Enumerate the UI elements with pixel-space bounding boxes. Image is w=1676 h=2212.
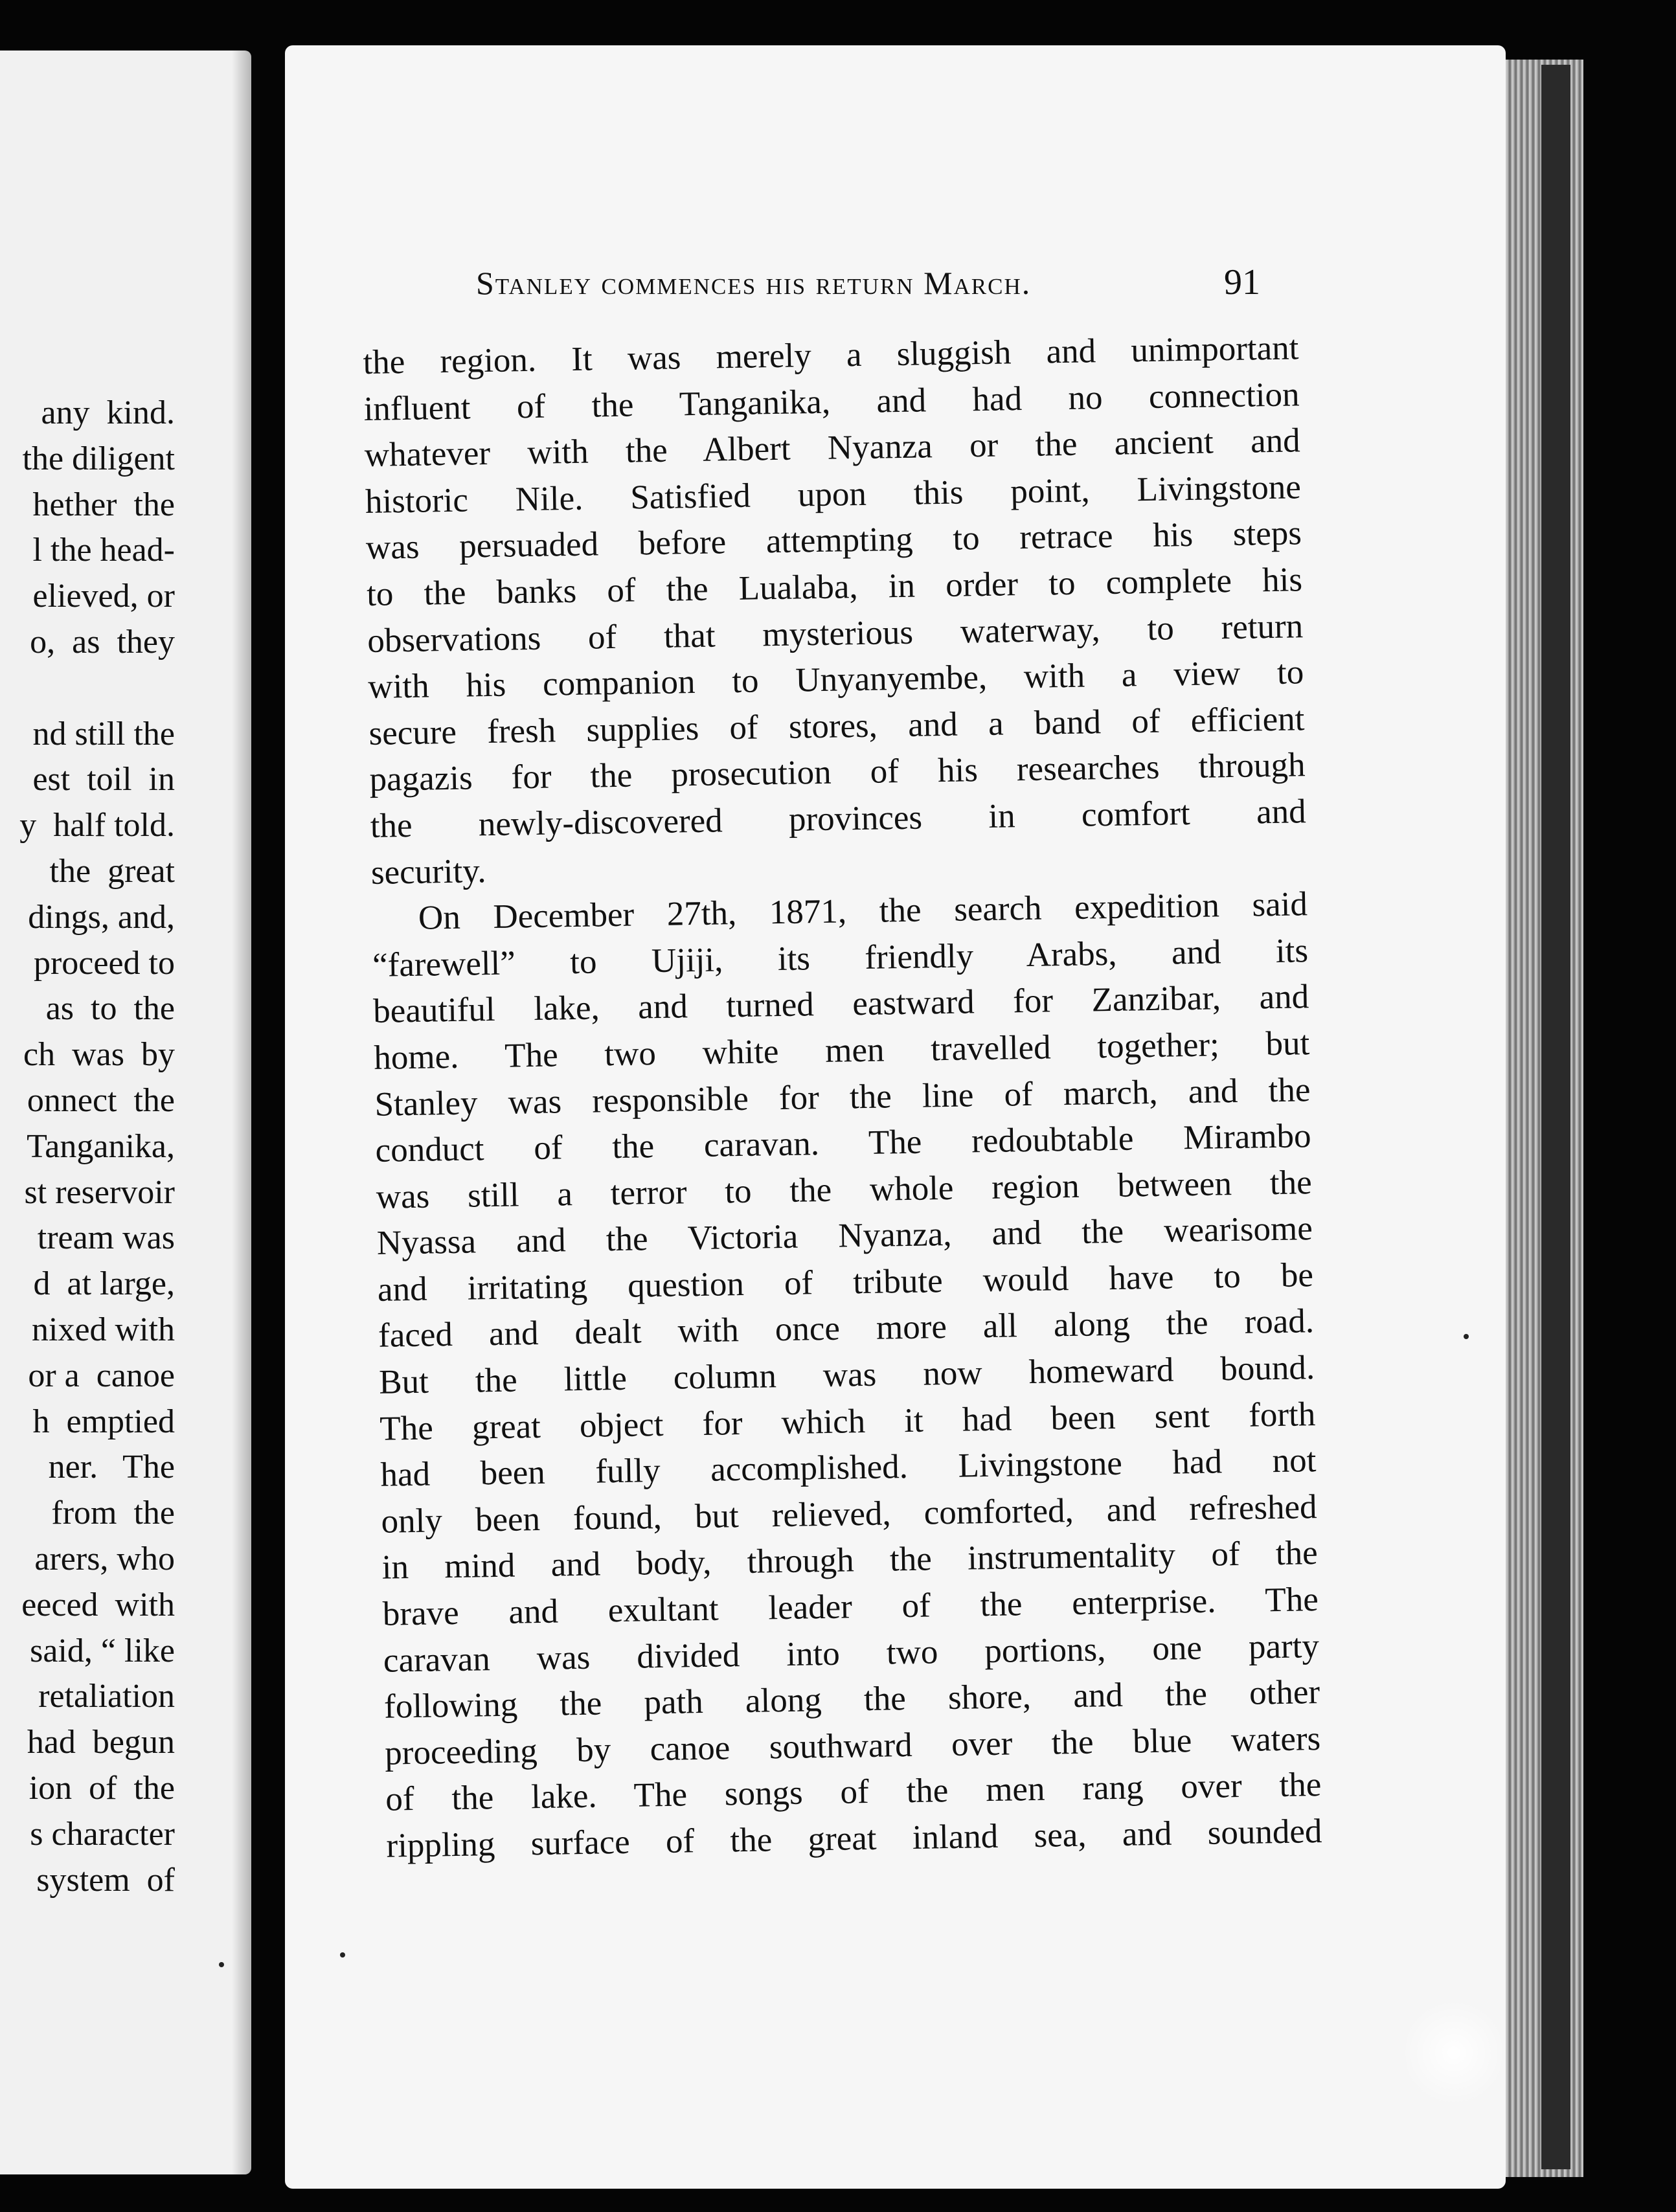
left-text-line: ner. The (48, 1449, 175, 1486)
text-line: and irritating question of tribute would have to be (377, 1256, 1314, 1309)
left-text-line: from the (43, 1495, 175, 1532)
text-line: to the banks of the Lualaba, in order to complete his (366, 561, 1303, 613)
left-text-line: st reservoir (24, 1173, 175, 1211)
text-line: was still a terror to the whole region between the (376, 1163, 1313, 1216)
text-line: observations of that mysterious waterway, to return (367, 607, 1304, 660)
text-line: home. The two white men travelled together; but (373, 1024, 1310, 1077)
dust-speck (219, 1962, 224, 1967)
left-page (0, 51, 251, 2174)
text-line: Stanley was responsible for the line of march, and the (374, 1070, 1311, 1123)
dust-speck (1464, 1334, 1469, 1339)
page-number: 91 (1224, 262, 1260, 302)
left-text-line: s character (30, 1815, 175, 1853)
left-text-line: o, as they (30, 623, 175, 660)
text-line: beautiful lake, and turned eastward for Zanzibar, and (372, 978, 1309, 1031)
left-text-line: had begun (27, 1724, 175, 1761)
text-line: pagazis for the prosecution of his researches through (369, 746, 1306, 799)
left-text-line: y half told. (19, 807, 175, 844)
left-page-text (19, 390, 175, 1903)
left-text-line: ion of the (28, 1769, 175, 1807)
left-text-line: Tanganika, (27, 1127, 175, 1165)
left-text-line: ch was by (23, 1036, 175, 1074)
text-line: historic Nile. Satisfied upon this point, Livingstone (365, 468, 1302, 521)
text-line: “farewell” to Ujiji, its friendly Arabs, and its (372, 931, 1309, 984)
left-text-line: nd still the (32, 715, 175, 752)
gutter-shadow (232, 51, 251, 2174)
text-line: Nyassa and the Victoria Nyanza, and the wearisome (376, 1210, 1313, 1263)
text-line: security. (370, 852, 486, 892)
left-text-line: nixed with (32, 1311, 175, 1348)
text-line: secure fresh supplies of stores, and a band of efficient (368, 699, 1305, 752)
left-text-line: or a canoe (28, 1357, 175, 1394)
text-line: influent of the Tanganika, and had no connection (363, 375, 1300, 428)
left-text-line: system of (28, 1861, 175, 1899)
left-text-line: tream was (37, 1219, 175, 1257)
left-text-line: hether the (32, 486, 175, 523)
text-line: But the little column was now homeward bound. (378, 1349, 1315, 1401)
text-line: had been fully accomplished. Livingstone had not (380, 1441, 1317, 1495)
text-line: The great object for which it had been sent forth (379, 1395, 1316, 1448)
left-text-line: arers, who (34, 1540, 175, 1577)
left-text-line: onnect the (27, 1081, 175, 1119)
text-line: brave and exultant leader of the enterprise. The (382, 1581, 1319, 1633)
text-line: On December 27th, 1871, the search expedition said (418, 885, 1308, 937)
left-text-line: eeced with (21, 1586, 175, 1623)
text-line: of the lake. The songs of the men rang over the (385, 1766, 1322, 1819)
text-line: faced and dealt with once more all along the road. (378, 1302, 1315, 1355)
light-glare (1405, 1994, 1502, 2111)
left-text-line: any kind. (41, 394, 175, 431)
left-text-line: the great (41, 852, 175, 890)
left-text-line: retaliation (38, 1678, 175, 1715)
left-text-line: l the head- (32, 532, 175, 569)
text-line: only been found, but relieved, comforted, and refreshed (381, 1487, 1317, 1541)
text-line: with his companion to Unyanyembe, with a view to (367, 653, 1304, 706)
text-line: whatever with the Albert Nyanza or the ancient and (364, 422, 1301, 475)
text-line: was persuaded before attempting to retrace his steps (365, 514, 1302, 567)
text-line: in mind and body, through the instrumentality of the (381, 1534, 1319, 1587)
text-line: caravan was divided into two portions, one party (383, 1627, 1320, 1680)
text-line: the region. It was merely a sluggish and unimportant (363, 329, 1299, 381)
text-line: following the path along the shore, and the other (383, 1673, 1320, 1726)
left-text-line: est toil in (32, 761, 175, 798)
left-text-line: elieved, or (32, 578, 175, 615)
blank-line (19, 666, 175, 712)
text-line: conduct of the caravan. The redoubtable Mirambo (375, 1117, 1311, 1169)
left-text-line: d at large, (33, 1265, 175, 1303)
left-text-line: h emptied (32, 1403, 175, 1440)
book-cover-edge (1541, 65, 1570, 2169)
left-text-line: said, “ like (30, 1632, 175, 1669)
left-text-line: dings, and, (28, 898, 175, 936)
running-head: Stanley commences his return March. (476, 265, 1032, 301)
left-text-line: the diligent (22, 440, 175, 477)
left-text-line: as to the (37, 990, 175, 1028)
dust-speck (340, 1952, 345, 1958)
text-line: the newly-discovered provinces in comfort and (370, 793, 1307, 845)
body-text (363, 325, 1322, 1869)
text-line: proceeding by canoe southward over the blue waters (384, 1719, 1321, 1772)
text-line: rippling surface of the great inland sea, and sounded (386, 1812, 1322, 1865)
left-text-line: proceed to (25, 944, 175, 982)
